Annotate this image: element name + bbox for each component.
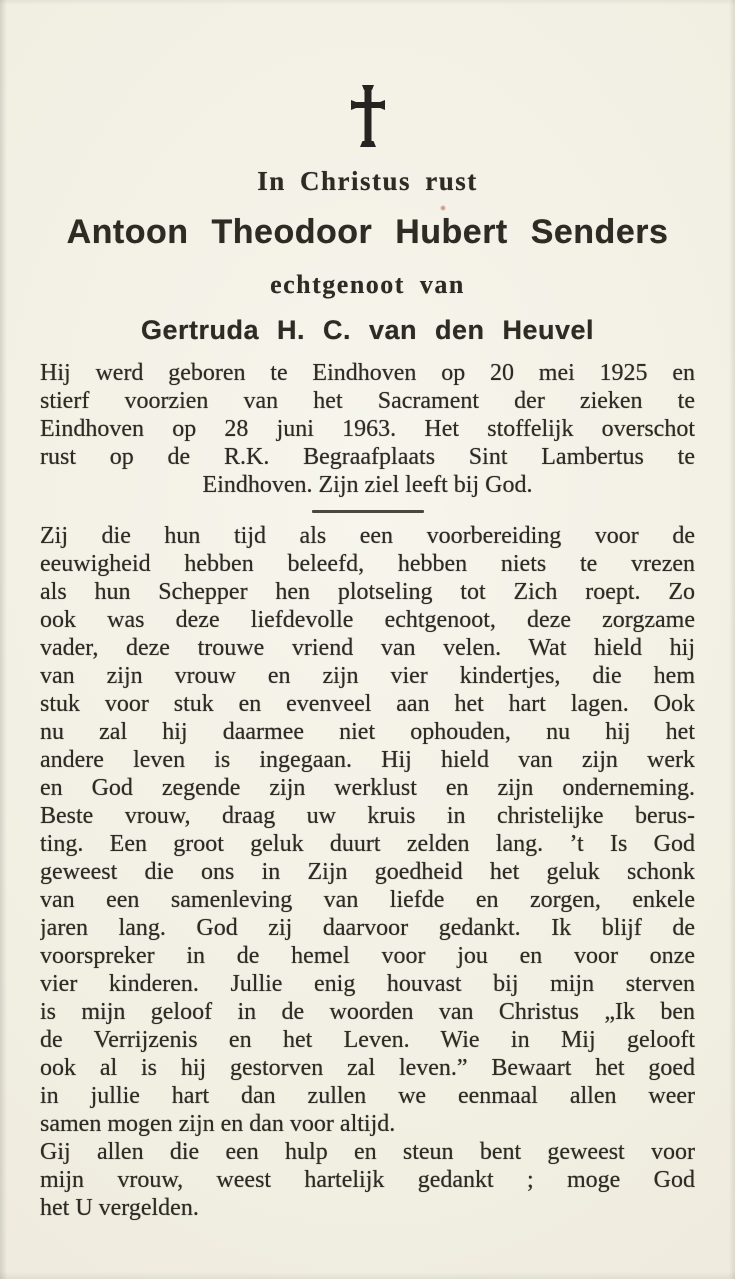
text-line: jaren lang. God zij daarvoor gedankt. Ik blijf de <box>40 915 695 941</box>
text-line: stierf voorzien van het Sacrament der zieken te <box>40 388 695 414</box>
section-divider <box>312 510 424 513</box>
text-line: Eindhoven. Zijn ziel leeft bij God. <box>202 472 533 498</box>
text-line: nu zal hij daarmee niet ophouden, nu hij het <box>40 719 695 745</box>
text-line: het U vergelden. <box>40 1195 199 1221</box>
text-line: andere leven is ingegaan. Hij hield van zijn werk <box>40 747 695 773</box>
text-line: eeuwigheid hebben beleefd, hebben niets te vrezen <box>40 551 695 577</box>
text-line: Beste vrouw, draag uw kruis in christelijke berus- <box>40 803 695 829</box>
deceased-name: Antoon Theodoor Hubert Senders <box>66 213 669 251</box>
text-line: Zij die hun tijd als een voorbereiding voor de <box>40 523 695 549</box>
text-line: ting. Een groot geluk duurt zelden lang. ’t Is God <box>40 831 695 857</box>
text-line: geweest die ons in Zijn goedheid het geluk schonk <box>40 859 695 885</box>
text-line: voorspreker in de hemel voor jou en voor onze <box>40 943 695 969</box>
text-line: mijn vrouw, weest hartelijk gedankt ; moge God <box>40 1167 695 1193</box>
text-line: in jullie hart dan zullen we eenmaal allen weer <box>40 1083 695 1109</box>
text-line: ook al is hij gestorven zal leven.” Bewaart het goed <box>40 1055 695 1081</box>
text-line: vader, deze trouwe vriend van velen. Wat hield hij <box>40 635 695 661</box>
gratitude-paragraph <box>40 1138 695 1222</box>
text-line: vier kinderen. Jullie enig houvast bij mijn sterven <box>40 971 695 997</box>
cross-icon <box>40 84 695 148</box>
text-line: stuk voor stuk en evenveel aan het hart lagen. Ook <box>40 691 695 717</box>
spouse-name: Gertruda H. C. van den Heuvel <box>140 315 595 345</box>
text-line: de Verrijzenis en het Leven. Wie in Mij gelooft <box>40 1027 695 1053</box>
biography-paragraph <box>40 359 695 499</box>
text-line: Gij allen die een hulp en steun bent geweest voor <box>40 1139 695 1165</box>
text-line: Hij werd geboren te Eindhoven op 20 mei 1925 en <box>40 360 695 386</box>
dedication-line: In Christus rust <box>257 166 478 196</box>
text-line: van zijn vrouw en zijn vier kindertjes, die hem <box>40 663 695 689</box>
relation-line: echtgenoot van <box>270 270 465 299</box>
meditation-paragraph <box>40 522 695 1138</box>
text-line: samen mogen zijn en dan voor altijd. <box>40 1111 396 1137</box>
text-line: als hun Schepper hen plotseling tot Zich roept. Zo <box>40 579 695 605</box>
text-line: Eindhoven op 28 juni 1963. Het stoffelijk overschot <box>40 416 695 442</box>
text-line: is mijn geloof in de woorden van Christus „Ik ben <box>40 999 695 1025</box>
text-line: en God zegende zijn werklust en zijn onderneming. <box>40 775 695 801</box>
text-line: rust op de R.K. Begraafplaats Sint Lambertus te <box>40 444 695 470</box>
text-line: ook was deze liefdevolle echtgenoot, deze zorgzame <box>40 607 695 633</box>
text-line: van een samenleving van liefde en zorgen, enkele <box>40 887 695 913</box>
